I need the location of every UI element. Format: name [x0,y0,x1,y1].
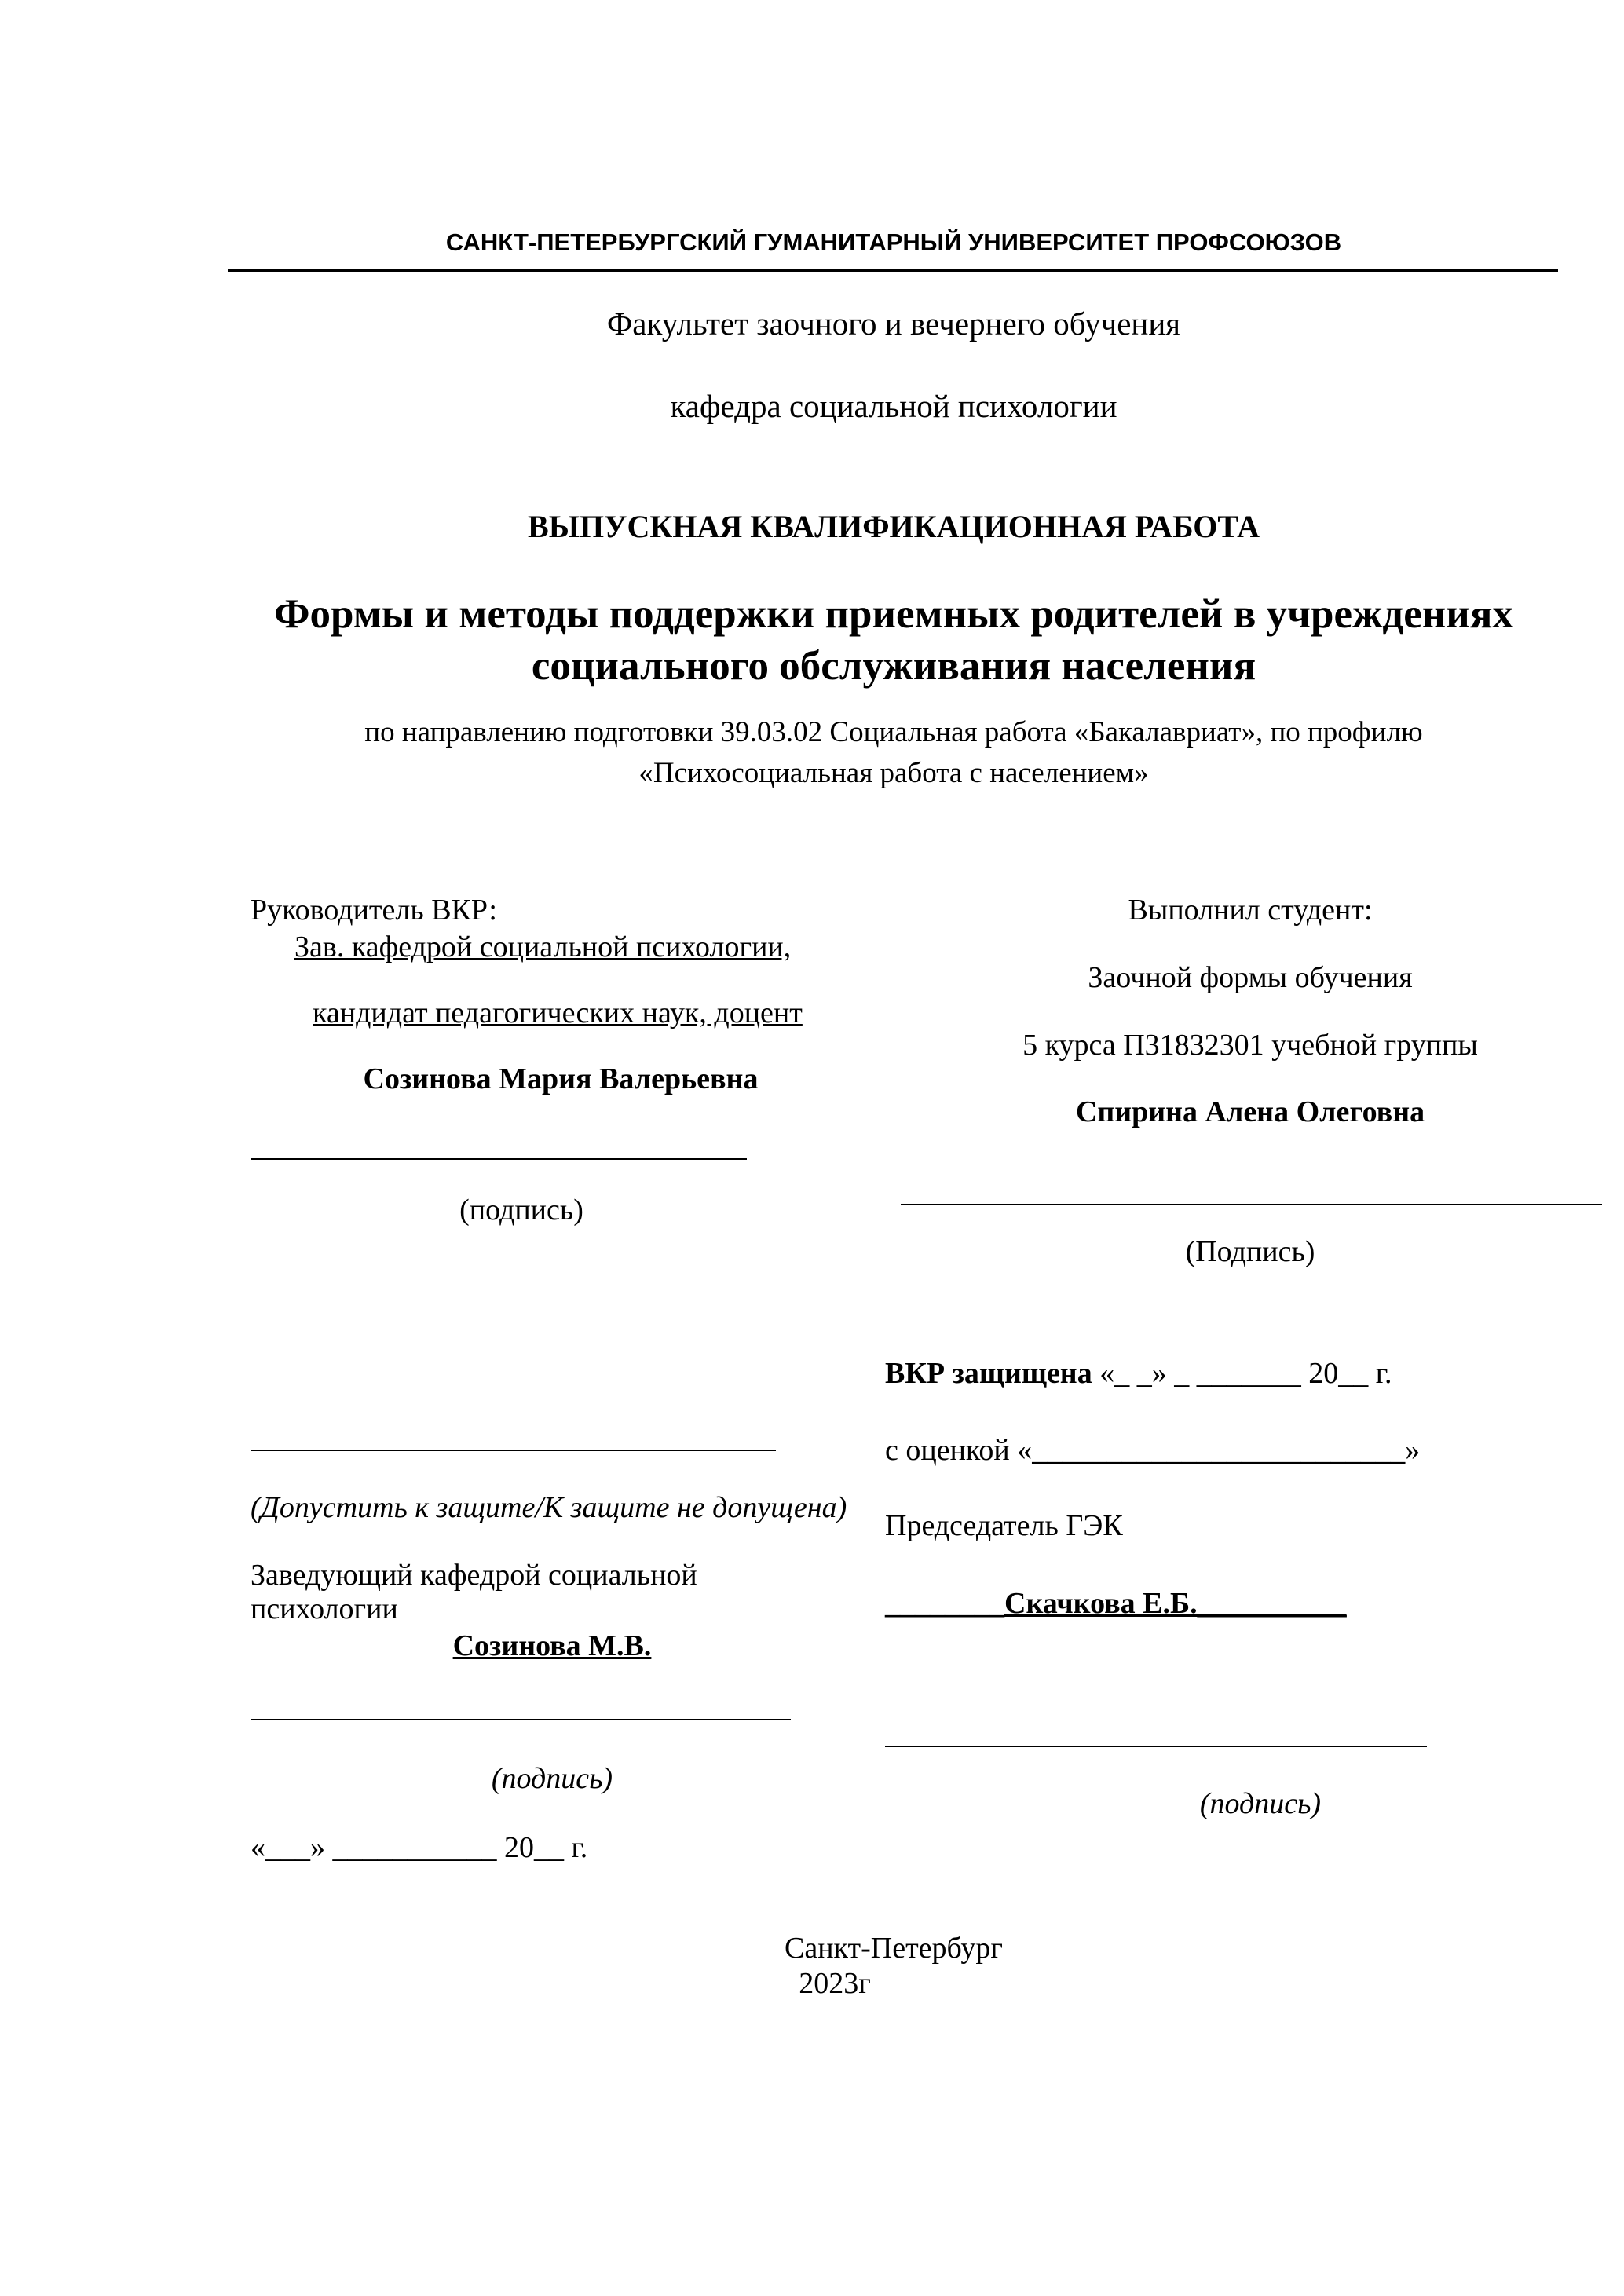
grade-blank: _________________________ [1032,1434,1406,1467]
student-form: Заочной формы обучения [1088,961,1413,994]
grade-prefix: с оценкой « [885,1434,1033,1467]
head-signature-line [251,1719,791,1720]
chair-prefix: ________ [885,1587,1004,1620]
chair-name: Скачкова Е.Б.__________ [1004,1587,1347,1620]
grade-suffix: » [1405,1434,1421,1467]
head-label-line1: Заведующий кафедрой социальной [251,1559,697,1592]
defense-line [885,1358,1392,1388]
city: Санкт-Петербург [784,1932,1004,1965]
chair-signature-label: (подпись) [1199,1787,1322,1820]
student-name: Спирина Алена Олеговна [1075,1095,1425,1128]
head-signature-label: (подпись) [491,1762,613,1795]
supervisor-label: Руководитель ВКР: [251,894,497,927]
supervisor-name: Созинова Мария Валерьевна [363,1062,759,1095]
student-label: Выполнил студент: [1128,894,1373,927]
student-group: 5 курса П31832301 учебной группы [1022,1029,1478,1062]
admission-decision-line [251,1450,776,1451]
supervisor-position: Зав. кафедрой социальной психологии, [294,930,792,963]
year: 2023г [799,1967,871,2000]
faculty: Факультет заочного и вечернего обучения [606,305,1181,342]
defense-date: «_ _» _ _______ 20__ г. [1099,1357,1392,1390]
header-rule [228,269,1558,272]
university-name: САНКТ-ПЕТЕРБУРГСКИЙ ГУМАНИТАРНЫЙ УНИВЕРСИТЕТ ПРОФСОЮЗОВ [445,229,1342,256]
thesis-title-line2: социального обслуживания населения [531,643,1256,689]
admission-decision-label: (Допустить к защите/К защите не допущена) [251,1491,847,1524]
student-signature-label: (Подпись) [1185,1235,1315,1268]
chair-line [885,1589,1347,1618]
chair-signature-line [885,1746,1427,1747]
head-name: Созинова М.В. [452,1629,652,1662]
work-type: ВЫПУСКНАЯ КВАЛИФИКАЦИОННАЯ РАБОТА [528,509,1260,544]
supervisor-degree: кандидат педагогических наук, доцент [313,996,803,1029]
direction-line1: по направлению подготовки 39.03.02 Социальная работа «Бакалавриат», по профилю [364,716,1423,748]
grade-line [885,1435,1420,1465]
defense-label: ВКР защищена [885,1357,1092,1390]
head-label-line2: психологии [251,1592,398,1625]
thesis-title-line1: Формы и методы поддержки приемных родителей в учреждениях [274,591,1513,637]
department: кафедра социальной психологии [670,388,1117,424]
supervisor-signature-label: (подпись) [459,1194,583,1227]
supervisor-signature-line [251,1158,747,1160]
admission-date: «___» ___________ 20__ г. [251,1831,588,1864]
chair-label: Председатель ГЭК [885,1509,1123,1542]
direction-line2: «Психосоциальная работа с населением» [638,757,1149,789]
student-signature-line [901,1204,1602,1205]
